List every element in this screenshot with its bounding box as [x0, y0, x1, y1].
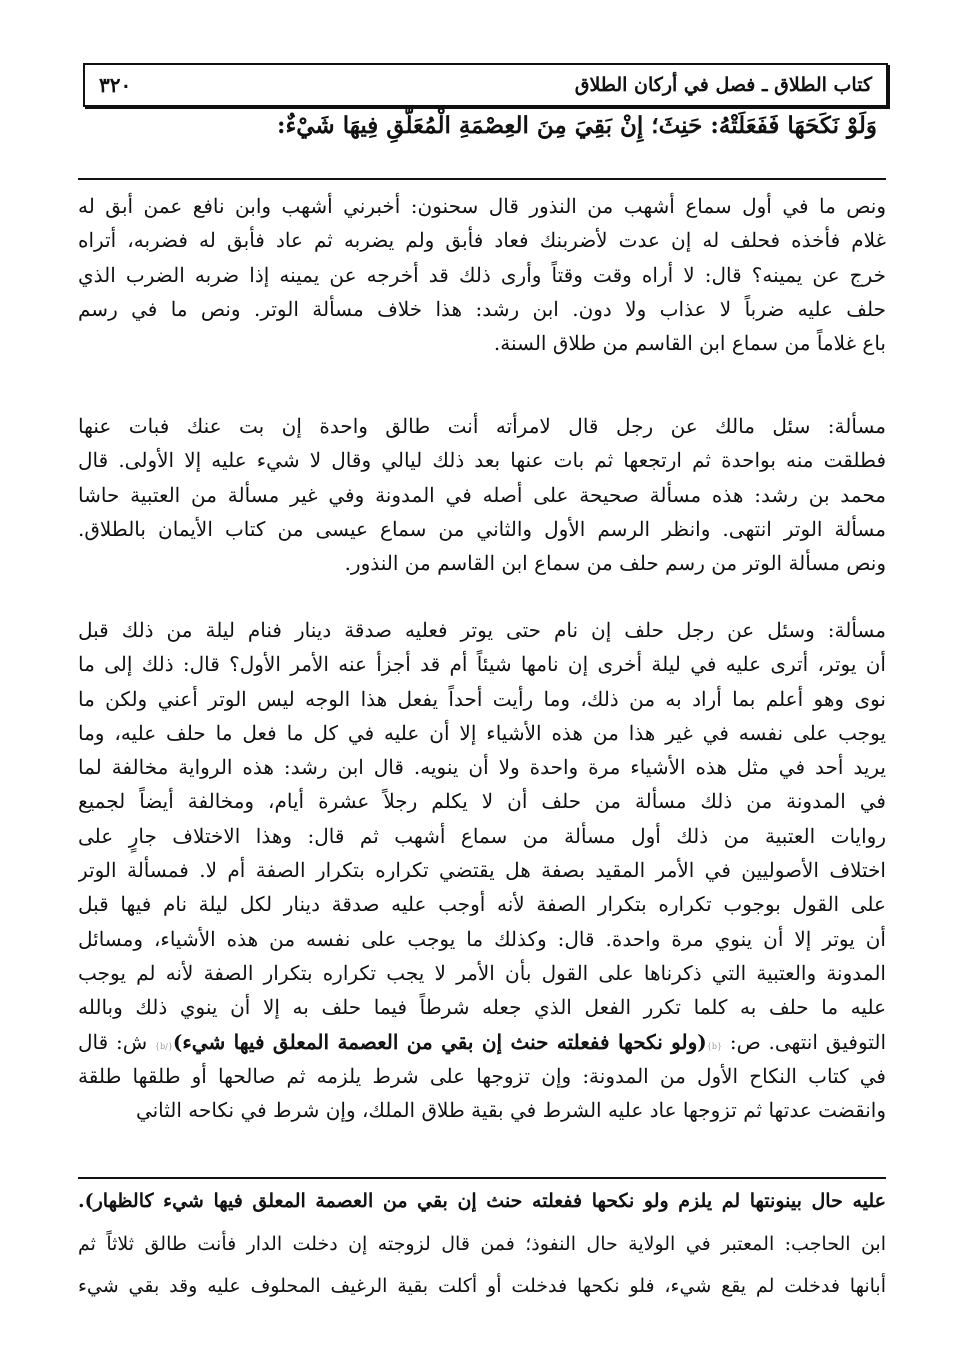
text-line: مسألة: سئل مالك عن رجل قال لامرأته أنت طالق واحدة إن بت عنك فبات عنها — [78, 414, 886, 438]
text-line: التوفيق انتهى. ص: {b}(ولو نكحها ففعلته حنث إن بقي من العصمة المعلق فيها شيء){/b} ش: قال — [78, 1029, 886, 1054]
text-line: خرج عن يمينه؟ قال: لا أراه وقت وقتاً وأرى ذلك قد أخرجه عن يمينه إذا ضربه الضرب الذي — [78, 262, 886, 287]
paragraph-3 — [78, 613, 886, 1127]
text-line: المدونة والعتبية التي ذكرناها على القول بأن الأمر لا يجب تكراره بتكرار الصفة لأنه لم يوجب — [78, 960, 886, 985]
text-line: مسألة الوتر انتهى. وانظر الرسم الأول والثاني من سماع عيسى من كتاب الأيمان بالطلاق. — [78, 516, 886, 541]
text-line: باع غلاماً من سماع ابن القاسم من طلاق السنة. — [493, 331, 886, 356]
header-title: كتاب الطلاق ـ فصل في أركان الطلاق — [574, 74, 872, 96]
running-header — [83, 63, 888, 107]
quoted-matn: (ولو نكحها ففعلته حنث إن بقي من العصمة المعلق فيها شيء) — [172, 1029, 707, 1054]
text-line: حلف عليه ضرباً لا عذاب ولا دون. ابن رشد: هذا خلاف مسألة الوتر. ونص ما في رسم — [78, 296, 886, 321]
text-line: في كتاب النكاح الأول من المدونة: وإن تزوجها على شرط يلزمه ثم صالحها أو طلقها طلقة — [78, 1063, 886, 1088]
text-line: يوجب على نفسه في غير هذا من هذه الأشياء إلا أن عليه في كل ما فعل ما حلف عليه، وما — [78, 720, 886, 745]
matn-verse: وَلَوْ نَكَحَهَا فَفَعَلَتْهُ: حَنِثَ؛ إِنْ بَقِيَ مِنَ العِصْمَةِ الْمُعَلَّقِ فِيهَا شَيْءٌ: — [276, 112, 877, 139]
text-line: وانقضت عدتها ثم تزوجها عاد عليه الشرط في بقية طلاق الملك، وإن شرط في نكاحه الثاني — [135, 1098, 886, 1123]
paragraph-2 — [78, 409, 886, 580]
text-line: فطلقت منه بواحدة ثم ارتجعها ثم بات عنها بعد ذلك ليالي وقال لا شيء عليه إلا الأولى. قال — [78, 448, 886, 473]
bold-marker: {/b} — [154, 1041, 173, 1051]
text-line: روايات العتبية من ذلك أول مسألة من سماع أشهب ثم قال: وهذا الاختلاف جارٍ على — [78, 823, 886, 848]
text-line: على القول بوجوب تكراره بتكرار الصفة لأنه أوجب عليه صدقة دينار لكل ليلة نام فيها قبل — [78, 892, 886, 917]
text-line: ونص ما في أول سماع أشهب من النذور قال سحنون: أخبرني أشهب وابن نافع عمن أبق له — [78, 194, 886, 218]
text-line: في المدونة من ذلك مسألة من حلف أن لا يكلم رجلاً عشرة أيام، ومخالفة أيضاً لجميع — [78, 789, 886, 814]
text-line: ونص مسألة الوتر من رسم حلف من سماع ابن القاسم من النذور. — [344, 551, 886, 576]
text-line: يريد أحد في مثل هذه الأشياء مرة واحدة ولا أن ينويه. قال ابن رشد: هذه الرواية مخالفة لما — [78, 755, 886, 780]
page-number: ٣٢٠ — [99, 73, 132, 97]
footer-line: أبانها فدخلت لم يقع شيء، فلو نكحها فدخلت أو أكلت بقية الرغيف المحلوف عليه وقد بقي شيء — [78, 1275, 886, 1297]
text-line: محمد بن رشد: هذه مسألة صحيحة على أصله في المدونة وفي غير مسألة من العتبية حاشا — [78, 482, 886, 507]
divider-bottom — [78, 1177, 886, 1179]
text-line: أن يوتر إلا أن ينوي مرة واحدة. قال: وكذلك ما يوجب على نفسه من هذه الأشياء، ومسائل — [78, 926, 886, 951]
text-line: اختلاف الأصوليين في الأمر المقيد بصفة هل يقتضي تكراره بتكرار الصفة أم لا. فمسألة الوتر — [78, 858, 886, 883]
text-line: أن يوتر، أترى عليه في ليلة أخرى إن نامها شيئاً أم قد أجزأ عنه الأمر الأول؟ قال: ذلك إلى ما — [78, 652, 886, 677]
paragraph-1 — [78, 189, 886, 360]
text-line: عليه ما حلف به كلما تكرر الفعل الذي جعله شرطاً فيما حلف به إلا أن ينوي ذلك وبالله — [78, 995, 886, 1020]
text-line: مسألة: وسئل عن رجل حلف إن نام حتى يوتر فعليه صدقة دينار فنام ليلة من ذلك قبل — [78, 618, 886, 642]
footer-commentary — [78, 1180, 886, 1308]
bold-marker: {b} — [706, 1041, 723, 1051]
text-line: نوى وهو أعلم بما أراد به من ذلك، وما رأيت أحداً يفعل هذا الوجه ليس الوتر أعني ولكن ما — [78, 686, 886, 711]
footer-line: عليه حال بينونتها لم يلزم ولو نكحها ففعلته حنث إن بقي من العصمة المعلق فيها شيء كالظهار). — [78, 1190, 886, 1212]
text-line: غلام فأخذه فحلف له إن عدت لأضربنك فعاد فأبق ولم يضربه ثم عاد فأبق له فضربه، أتراه — [78, 228, 886, 253]
divider-top — [78, 178, 886, 180]
footer-line: ابن الحاجب: المعتبر في الولاية حال النفوذ؛ فمن قال لزوجته إن دخلت الدار فأنت طالق ثلاثاً ثم — [78, 1232, 886, 1255]
